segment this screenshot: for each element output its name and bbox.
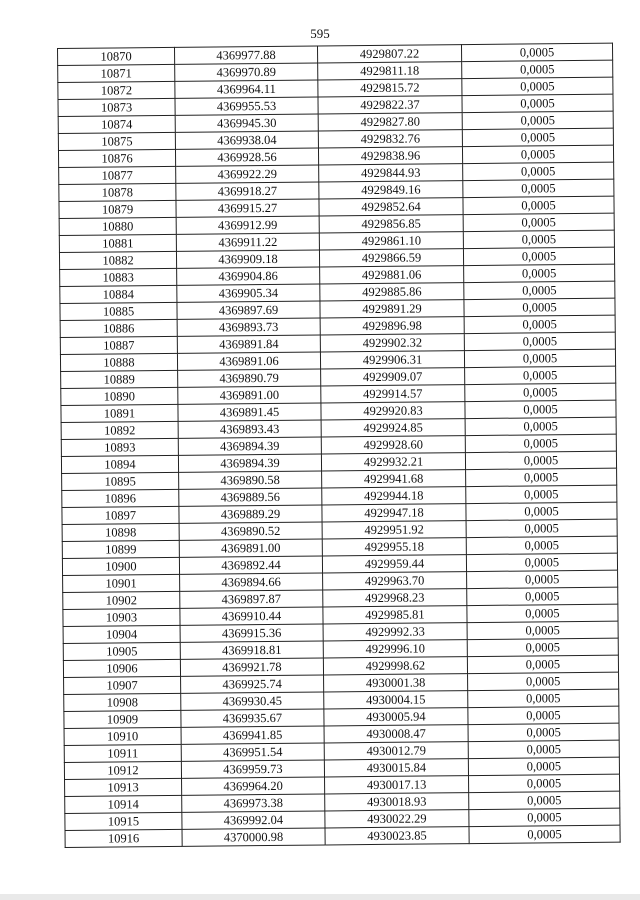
x-coordinate-cell: 4369904.86 bbox=[177, 267, 320, 285]
point-number-cell: 10908 bbox=[64, 693, 181, 711]
y-coordinate-cell: 4930015.84 bbox=[324, 759, 468, 777]
error-cell: 0,0005 bbox=[469, 825, 620, 843]
point-number-cell: 10882 bbox=[59, 251, 176, 269]
error-cell: 0,0005 bbox=[469, 774, 620, 792]
error-cell: 0,0005 bbox=[467, 604, 618, 622]
x-coordinate-cell: 4369891.00 bbox=[178, 386, 321, 404]
x-coordinate-cell: 4369890.58 bbox=[179, 471, 322, 489]
error-cell: 0,0005 bbox=[463, 179, 614, 197]
point-number-cell: 10880 bbox=[59, 217, 176, 235]
y-coordinate-cell: 4929881.06 bbox=[320, 266, 464, 284]
point-number-cell: 10911 bbox=[64, 744, 181, 762]
error-cell: 0,0005 bbox=[462, 111, 613, 129]
x-coordinate-cell: 4369941.85 bbox=[181, 726, 324, 744]
x-coordinate-cell: 4369915.27 bbox=[176, 199, 319, 217]
x-coordinate-cell: 4369938.04 bbox=[175, 131, 318, 149]
error-cell: 0,0005 bbox=[464, 332, 615, 350]
y-coordinate-cell: 4929955.18 bbox=[322, 538, 466, 556]
y-coordinate-cell: 4929861.10 bbox=[319, 232, 463, 250]
x-coordinate-cell: 4369890.79 bbox=[178, 369, 321, 387]
point-number-cell: 10881 bbox=[59, 234, 176, 252]
y-coordinate-cell: 4929985.81 bbox=[323, 606, 467, 624]
point-number-cell: 10872 bbox=[58, 81, 175, 99]
point-number-cell: 10873 bbox=[58, 98, 175, 116]
error-cell: 0,0005 bbox=[469, 808, 620, 826]
point-number-cell: 10902 bbox=[63, 591, 180, 609]
y-coordinate-cell: 4929902.32 bbox=[320, 334, 464, 352]
y-coordinate-cell: 4929849.16 bbox=[319, 181, 463, 199]
x-coordinate-cell: 4369951.54 bbox=[181, 743, 324, 761]
point-number-cell: 10871 bbox=[58, 64, 175, 82]
y-coordinate-cell: 4929992.33 bbox=[323, 623, 467, 641]
error-cell: 0,0005 bbox=[467, 570, 618, 588]
y-coordinate-cell: 4930001.38 bbox=[324, 674, 468, 692]
x-coordinate-cell: 4369973.38 bbox=[182, 794, 325, 812]
point-number-cell: 10907 bbox=[64, 676, 181, 694]
y-coordinate-cell: 4929963.70 bbox=[323, 572, 467, 590]
point-number-cell: 10887 bbox=[60, 336, 177, 354]
y-coordinate-cell: 4929866.59 bbox=[319, 249, 463, 267]
y-coordinate-cell: 4929852.64 bbox=[319, 198, 463, 216]
y-coordinate-cell: 4930022.29 bbox=[325, 810, 469, 828]
point-number-cell: 10899 bbox=[62, 540, 179, 558]
y-coordinate-cell: 4929968.23 bbox=[323, 589, 467, 607]
x-coordinate-cell: 4369909.18 bbox=[176, 250, 319, 268]
x-coordinate-cell: 4369935.67 bbox=[181, 709, 324, 727]
point-number-cell: 10897 bbox=[62, 506, 179, 524]
y-coordinate-cell: 4929832.76 bbox=[318, 130, 462, 148]
error-cell: 0,0005 bbox=[466, 553, 617, 571]
y-coordinate-cell: 4929947.18 bbox=[322, 504, 466, 522]
point-number-cell: 10874 bbox=[58, 115, 175, 133]
error-cell: 0,0005 bbox=[462, 60, 613, 78]
error-cell: 0,0005 bbox=[464, 281, 615, 299]
point-number-cell: 10884 bbox=[60, 285, 177, 303]
point-number-cell: 10913 bbox=[65, 778, 182, 796]
y-coordinate-cell: 4929807.22 bbox=[317, 45, 461, 63]
error-cell: 0,0005 bbox=[467, 638, 618, 656]
error-cell: 0,0005 bbox=[461, 43, 612, 61]
point-number-cell: 10901 bbox=[63, 574, 180, 592]
point-number-cell: 10915 bbox=[65, 812, 182, 830]
point-number-cell: 10883 bbox=[60, 268, 177, 286]
error-cell: 0,0005 bbox=[462, 145, 613, 163]
error-cell: 0,0005 bbox=[468, 706, 619, 724]
point-number-cell: 10909 bbox=[64, 710, 181, 728]
y-coordinate-cell: 4929827.80 bbox=[318, 113, 462, 131]
point-number-cell: 10889 bbox=[61, 370, 178, 388]
point-number-cell: 10898 bbox=[62, 523, 179, 541]
y-coordinate-cell: 4929822.37 bbox=[318, 96, 462, 114]
x-coordinate-cell: 4369891.00 bbox=[179, 539, 322, 557]
point-number-cell: 10903 bbox=[63, 608, 180, 626]
x-coordinate-cell: 4369891.06 bbox=[177, 352, 320, 370]
x-coordinate-cell: 4369905.34 bbox=[177, 284, 320, 302]
y-coordinate-cell: 4929885.86 bbox=[320, 283, 464, 301]
point-number-cell: 10894 bbox=[61, 455, 178, 473]
error-cell: 0,0005 bbox=[468, 740, 619, 758]
x-coordinate-cell: 4369970.89 bbox=[175, 63, 318, 81]
y-coordinate-cell: 4930012.79 bbox=[324, 742, 468, 760]
y-coordinate-cell: 4929914.57 bbox=[321, 385, 465, 403]
error-cell: 0,0005 bbox=[463, 162, 614, 180]
x-coordinate-cell: 4369911.22 bbox=[176, 233, 319, 251]
error-cell: 0,0005 bbox=[463, 213, 614, 231]
point-number-cell: 10888 bbox=[60, 353, 177, 371]
error-cell: 0,0005 bbox=[465, 366, 616, 384]
point-number-cell: 10905 bbox=[63, 642, 180, 660]
point-number-cell: 10912 bbox=[64, 761, 181, 779]
x-coordinate-cell: 4369955.53 bbox=[175, 97, 318, 115]
error-cell: 0,0005 bbox=[463, 230, 614, 248]
error-cell: 0,0005 bbox=[467, 587, 618, 605]
y-coordinate-cell: 4929998.62 bbox=[323, 657, 467, 675]
x-coordinate-cell: 4369912.99 bbox=[176, 216, 319, 234]
x-coordinate-cell: 4369897.87 bbox=[180, 590, 323, 608]
x-coordinate-cell: 4369889.29 bbox=[179, 505, 322, 523]
error-cell: 0,0005 bbox=[462, 77, 613, 95]
x-coordinate-cell: 4369977.88 bbox=[174, 46, 317, 64]
error-cell: 0,0005 bbox=[464, 315, 615, 333]
x-coordinate-cell: 4369891.84 bbox=[177, 335, 320, 353]
x-coordinate-cell: 4369928.56 bbox=[175, 148, 318, 166]
error-cell: 0,0005 bbox=[466, 519, 617, 537]
error-cell: 0,0005 bbox=[466, 536, 617, 554]
point-number-cell: 10879 bbox=[59, 200, 176, 218]
x-coordinate-cell: 4370000.98 bbox=[182, 828, 325, 846]
y-coordinate-cell: 4930008.47 bbox=[324, 725, 468, 743]
point-number-cell: 10885 bbox=[60, 302, 177, 320]
point-number-cell: 10890 bbox=[61, 387, 178, 405]
error-cell: 0,0005 bbox=[462, 94, 613, 112]
x-coordinate-cell: 4369892.44 bbox=[179, 556, 322, 574]
y-coordinate-cell: 4929838.96 bbox=[318, 147, 462, 165]
y-coordinate-cell: 4929944.18 bbox=[322, 487, 466, 505]
x-coordinate-cell: 4369910.44 bbox=[180, 607, 323, 625]
x-coordinate-cell: 4369889.56 bbox=[179, 488, 322, 506]
error-cell: 0,0005 bbox=[465, 400, 616, 418]
x-coordinate-cell: 4369925.74 bbox=[181, 675, 324, 693]
error-cell: 0,0005 bbox=[464, 298, 615, 316]
y-coordinate-cell: 4929941.68 bbox=[322, 470, 466, 488]
x-coordinate-cell: 4369893.73 bbox=[177, 318, 320, 336]
y-coordinate-cell: 4929891.29 bbox=[320, 300, 464, 318]
x-coordinate-cell: 4369894.39 bbox=[178, 454, 321, 472]
coordinate-table bbox=[57, 43, 621, 848]
y-coordinate-cell: 4929909.07 bbox=[321, 368, 465, 386]
point-number-cell: 10876 bbox=[58, 149, 175, 167]
x-coordinate-cell: 4369992.04 bbox=[182, 811, 325, 829]
y-coordinate-cell: 4929920.83 bbox=[321, 402, 465, 420]
y-coordinate-cell: 4929928.60 bbox=[321, 436, 465, 454]
point-number-cell: 10904 bbox=[63, 625, 180, 643]
y-coordinate-cell: 4930004.15 bbox=[324, 691, 468, 709]
x-coordinate-cell: 4369921.78 bbox=[180, 658, 323, 676]
error-cell: 0,0005 bbox=[466, 485, 617, 503]
error-cell: 0,0005 bbox=[468, 672, 619, 690]
coordinate-table-body bbox=[58, 43, 621, 847]
page-number: 595 bbox=[310, 26, 330, 41]
error-cell: 0,0005 bbox=[465, 451, 616, 469]
error-cell: 0,0005 bbox=[464, 349, 615, 367]
error-cell: 0,0005 bbox=[468, 689, 619, 707]
point-number-cell: 10910 bbox=[64, 727, 181, 745]
error-cell: 0,0005 bbox=[462, 128, 613, 146]
point-number-cell: 10891 bbox=[61, 404, 178, 422]
point-number-cell: 10878 bbox=[59, 183, 176, 201]
y-coordinate-cell: 4929811.18 bbox=[318, 62, 462, 80]
y-coordinate-cell: 4929844.93 bbox=[319, 164, 463, 182]
y-coordinate-cell: 4929932.21 bbox=[321, 453, 465, 471]
point-number-cell: 10906 bbox=[63, 659, 180, 677]
point-number-cell: 10916 bbox=[65, 829, 182, 847]
error-cell: 0,0005 bbox=[465, 417, 616, 435]
point-number-cell: 10870 bbox=[58, 47, 175, 65]
y-coordinate-cell: 4930018.93 bbox=[325, 793, 469, 811]
error-cell: 0,0005 bbox=[469, 791, 620, 809]
point-number-cell: 10892 bbox=[61, 421, 178, 439]
x-coordinate-cell: 4369964.11 bbox=[175, 80, 318, 98]
x-coordinate-cell: 4369893.43 bbox=[178, 420, 321, 438]
point-number-cell: 10877 bbox=[59, 166, 176, 184]
x-coordinate-cell: 4369891.45 bbox=[178, 403, 321, 421]
point-number-cell: 10900 bbox=[62, 557, 179, 575]
error-cell: 0,0005 bbox=[466, 468, 617, 486]
y-coordinate-cell: 4930005.94 bbox=[324, 708, 468, 726]
error-cell: 0,0005 bbox=[468, 757, 619, 775]
y-coordinate-cell: 4929959.44 bbox=[322, 555, 466, 573]
point-number-cell: 10893 bbox=[61, 438, 178, 456]
error-cell: 0,0005 bbox=[467, 621, 618, 639]
x-coordinate-cell: 4369918.81 bbox=[180, 641, 323, 659]
x-coordinate-cell: 4369915.36 bbox=[180, 624, 323, 642]
y-coordinate-cell: 4929996.10 bbox=[323, 640, 467, 658]
x-coordinate-cell: 4369894.66 bbox=[180, 573, 323, 591]
x-coordinate-cell: 4369890.52 bbox=[179, 522, 322, 540]
x-coordinate-cell: 4369897.69 bbox=[177, 301, 320, 319]
x-coordinate-cell: 4369930.45 bbox=[181, 692, 324, 710]
point-number-cell: 10914 bbox=[65, 795, 182, 813]
point-number-cell: 10875 bbox=[58, 132, 175, 150]
x-coordinate-cell: 4369918.27 bbox=[176, 182, 319, 200]
y-coordinate-cell: 4930017.13 bbox=[325, 776, 469, 794]
error-cell: 0,0005 bbox=[465, 383, 616, 401]
y-coordinate-cell: 4929951.92 bbox=[322, 521, 466, 539]
y-coordinate-cell: 4929856.85 bbox=[319, 215, 463, 233]
x-coordinate-cell: 4369894.39 bbox=[178, 437, 321, 455]
y-coordinate-cell: 4929896.98 bbox=[320, 317, 464, 335]
y-coordinate-cell: 4930023.85 bbox=[325, 827, 469, 845]
x-coordinate-cell: 4369959.73 bbox=[181, 760, 324, 778]
scan-bottom-edge bbox=[0, 894, 640, 900]
error-cell: 0,0005 bbox=[465, 434, 616, 452]
x-coordinate-cell: 4369945.30 bbox=[175, 114, 318, 132]
error-cell: 0,0005 bbox=[464, 264, 615, 282]
x-coordinate-cell: 4369922.29 bbox=[176, 165, 319, 183]
x-coordinate-cell: 4369964.20 bbox=[182, 777, 325, 795]
error-cell: 0,0005 bbox=[463, 247, 614, 265]
point-number-cell: 10896 bbox=[62, 489, 179, 507]
y-coordinate-cell: 4929815.72 bbox=[318, 79, 462, 97]
y-coordinate-cell: 4929906.31 bbox=[320, 351, 464, 369]
coordinate-table-wrapper bbox=[57, 43, 620, 848]
point-number-cell: 10886 bbox=[60, 319, 177, 337]
error-cell: 0,0005 bbox=[467, 655, 618, 673]
error-cell: 0,0005 bbox=[466, 502, 617, 520]
point-number-cell: 10895 bbox=[62, 472, 179, 490]
y-coordinate-cell: 4929924.85 bbox=[321, 419, 465, 437]
error-cell: 0,0005 bbox=[468, 723, 619, 741]
error-cell: 0,0005 bbox=[463, 196, 614, 214]
